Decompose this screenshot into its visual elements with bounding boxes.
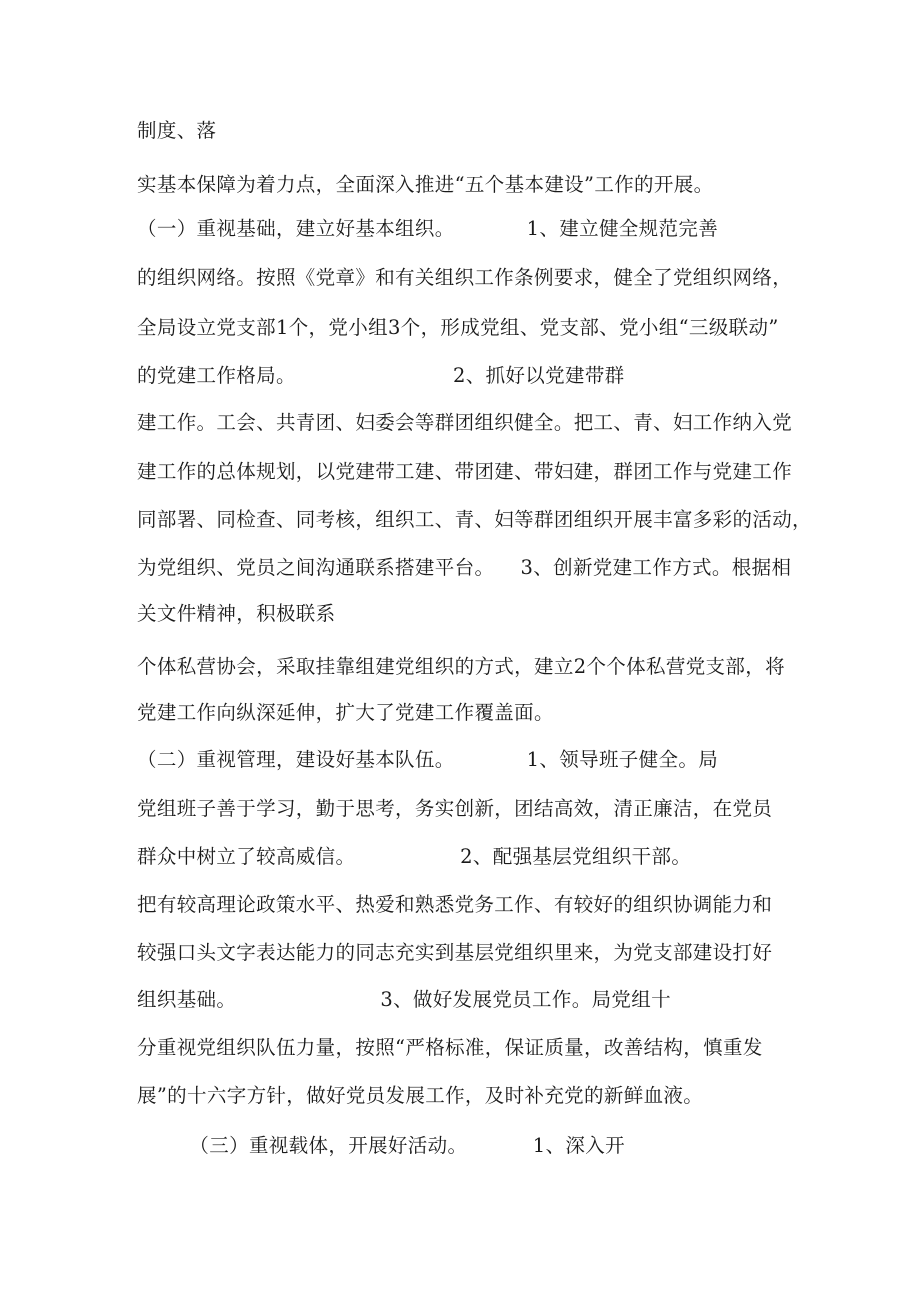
- text-line: 较强口头文字表达能力的同志充实到基层党组织里来，为党支部建设打好: [137, 941, 773, 964]
- text-line: 个体私营协会，采取挂靠组建党组织的方式，建立2个个体私营党支部，将: [137, 655, 785, 678]
- text-line: 为党组织、党员之间沟通联系搭建平台。 3、创新党建工作方式。根据相: [137, 556, 792, 579]
- text-line: 制度、落: [137, 119, 217, 142]
- section-heading-line: （二）重视管理，建设好基本队伍。 1、领导班子健全。局: [137, 748, 719, 771]
- text-line: 组织基础。 3、做好发展党员工作。局党组十: [137, 988, 671, 1011]
- text-line: 党建工作向纵深延伸，扩大了党建工作覆盖面。: [137, 701, 554, 724]
- text-line: 展”的十六字方针，做好党员发展工作，及时补充党的新鲜血液。: [137, 1084, 704, 1107]
- text-line: 分重视党组织队伍力量，按照“严格标准，保证质量，改善结构，慎重发: [137, 1036, 763, 1059]
- section-heading-line: （三）重视载体，开展好活动。 1、深入开: [137, 1134, 625, 1157]
- text-line: 的组织网络。按照《党章》和有关组织工作条例要求，健全了党组织网络，: [137, 266, 793, 289]
- text-line: 全局设立党支部1个，党小组3个，形成党组、党支部、党小组“三级联动”: [137, 316, 779, 339]
- text-line: 同部署、同检查、同考核，组织工、青、妇等群团组织开展丰富多彩的活动，: [137, 508, 812, 531]
- text-line: 把有较高理论政策水平、热爱和熟悉党务工作、有较好的组织协调能力和: [137, 893, 773, 916]
- text-line: 建工作。工会、共青团、妇委会等群团组织健全。把工、青、妇工作纳入党: [137, 411, 793, 434]
- text-line: 党组班子善于学习，勤于思考，务实创新，团结高效，清正廉洁，在党员: [137, 797, 773, 820]
- text-line: 建工作的总体规划，以党建带工建、带团建、带妇建，群团工作与党建工作: [137, 460, 793, 483]
- section-heading-line: （一）重视基础，建立好基本组织。 1、建立健全规范完善: [137, 217, 719, 240]
- text-line: 实基本保障为着力点，全面深入推进“五个基本建设”工作的开展。: [137, 173, 714, 196]
- text-line: 的党建工作格局。 2、抓好以党建带群: [137, 364, 625, 387]
- text-line: 群众中树立了较高威信。 2、配强基层党组织干部。: [137, 845, 692, 868]
- text-line: 关文件精神，积极联系: [137, 602, 336, 625]
